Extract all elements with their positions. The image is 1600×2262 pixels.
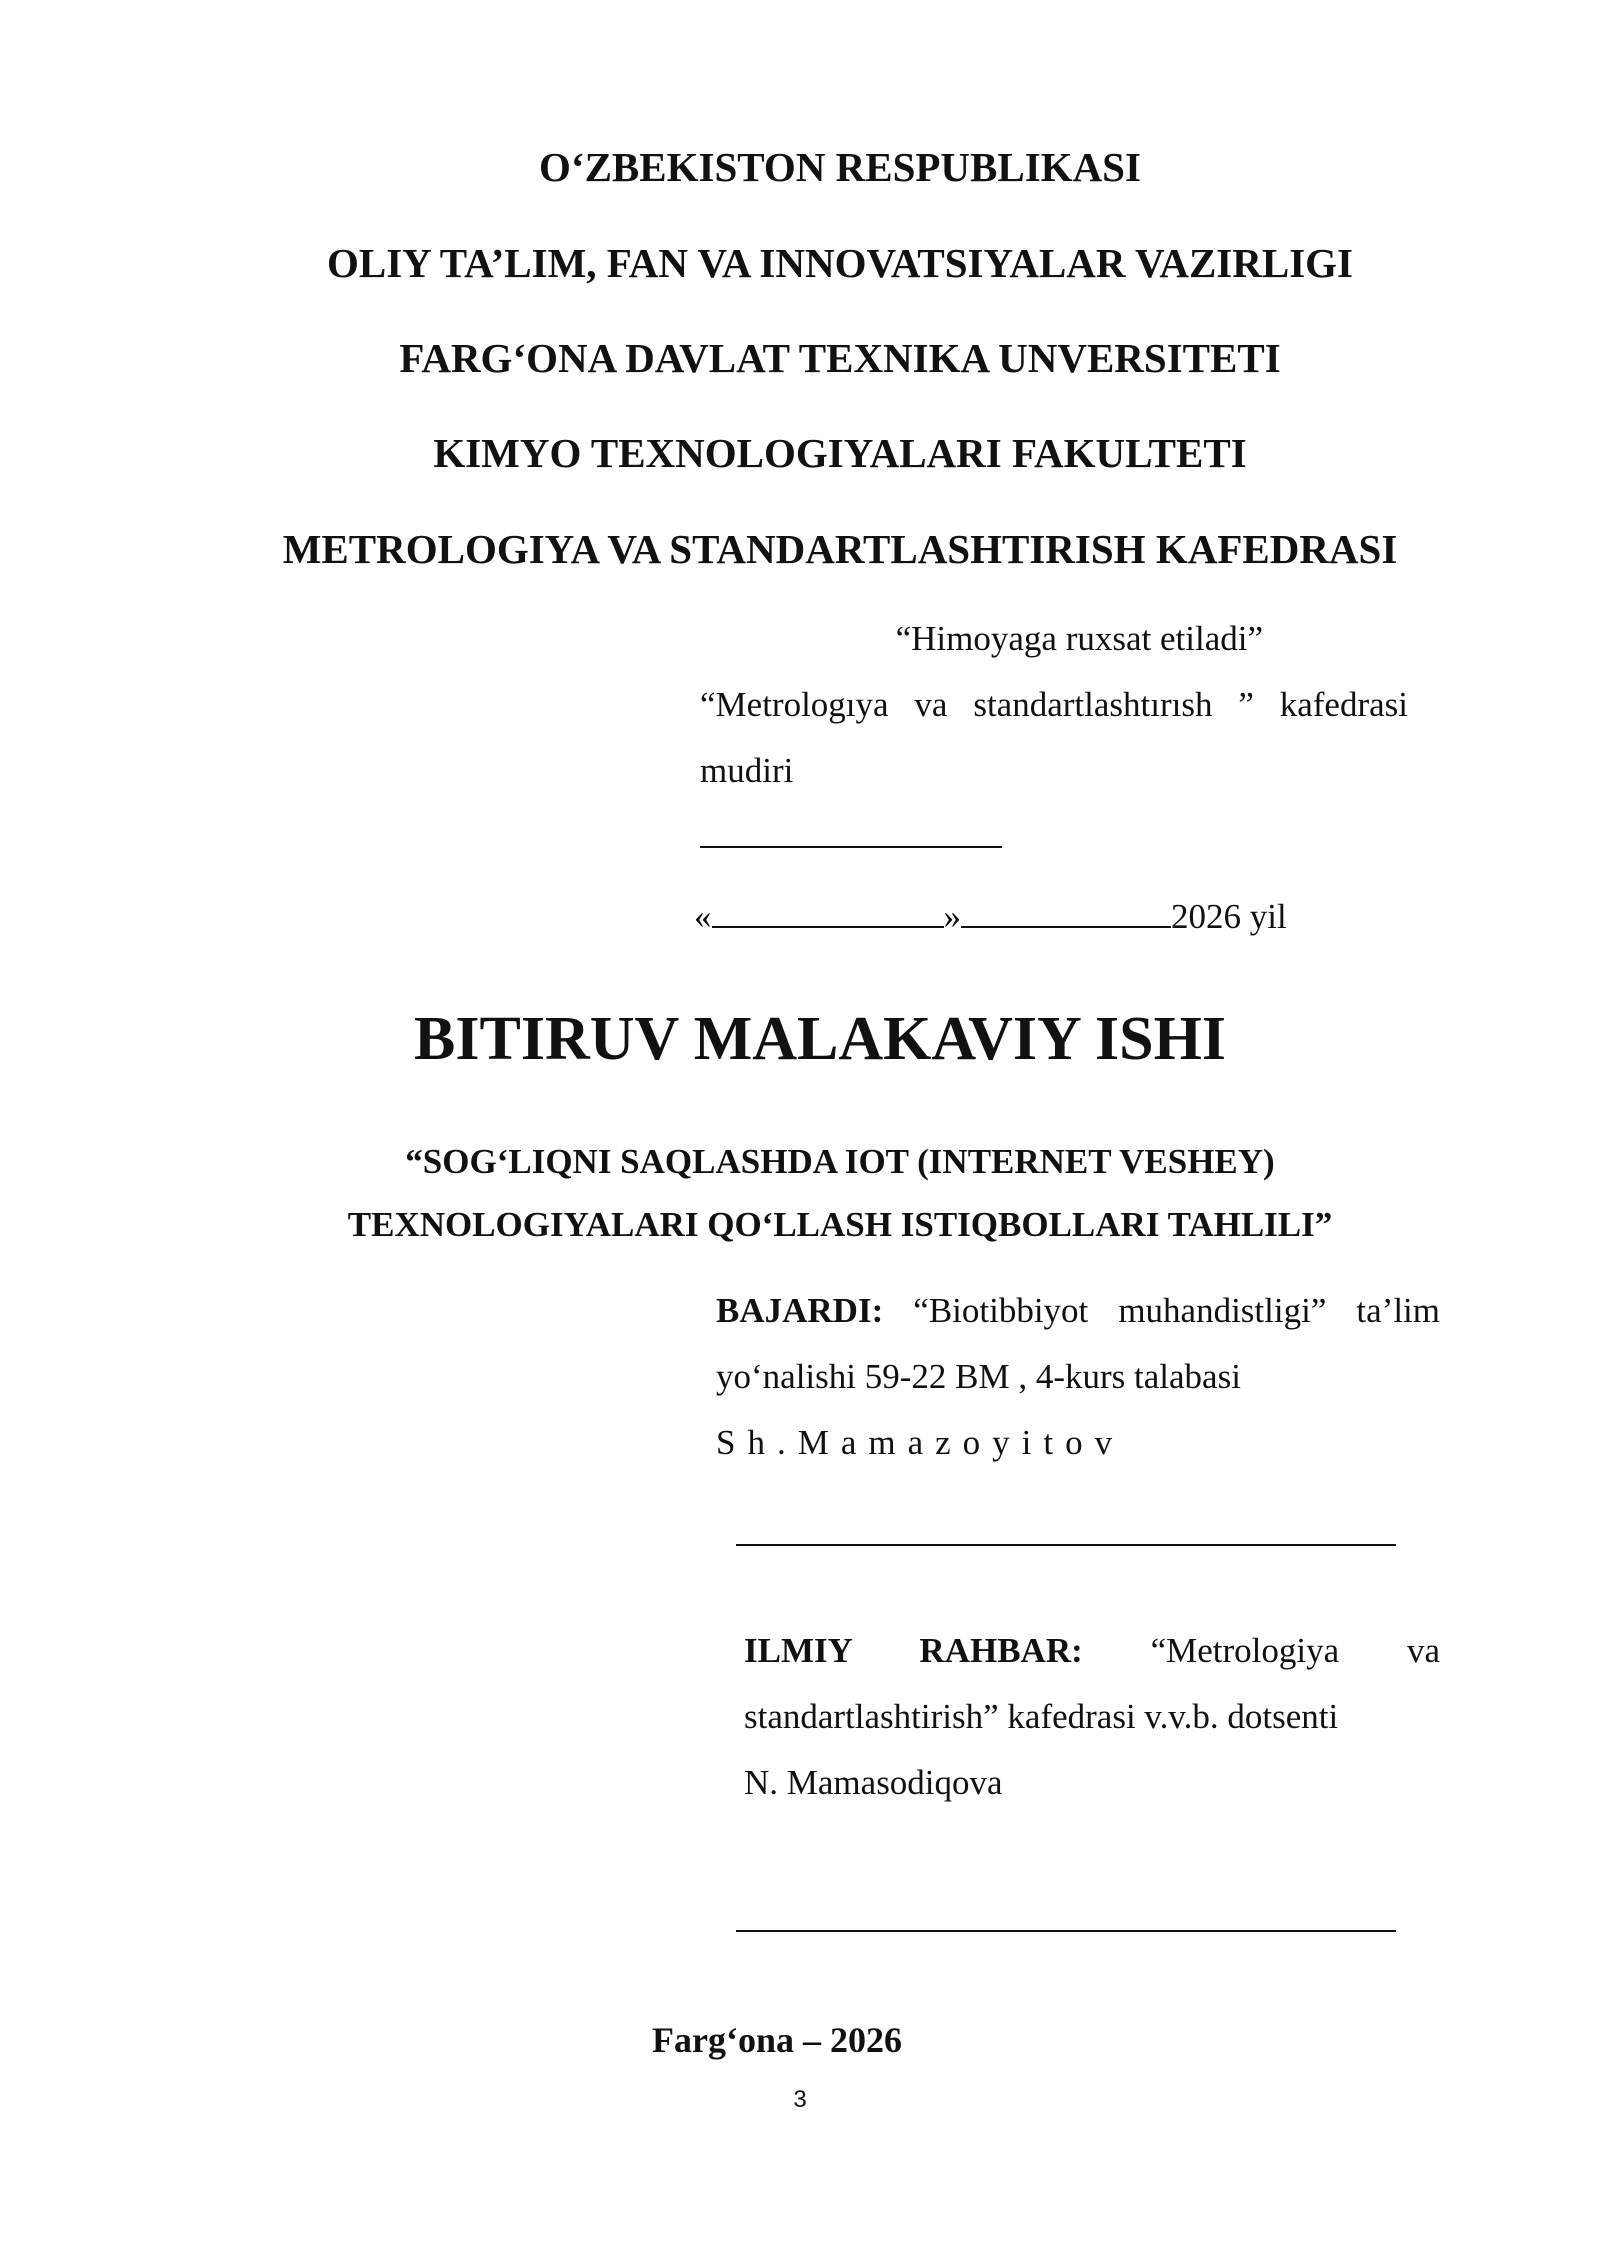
student-description: “Biotibbiyot muhandistligi” ta’lim yo‘nalishi 59-22 BM , 4-kurs talabasi [716, 1291, 1440, 1396]
thesis-topic-line-1: “SOG‘LIQNI SAQLASHDA IOT (INTERNET VESHEY) [405, 1142, 1275, 1181]
supervisor-block [744, 1618, 1440, 1816]
approval-title: “Himoyaga ruxsat etiladi” [895, 619, 1263, 658]
university-heading: FARG‘ONA DAVLAT TEXNIKA UNVERSITETI [399, 335, 1281, 381]
country-heading: O‘ZBEKISTON RESPUBLIKASI [539, 144, 1141, 190]
city-year: Farg‘ona – 2026 [652, 2020, 902, 2060]
supervisor-label: ILMIY RAHBAR: [744, 1631, 1083, 1670]
supervisor-name: N. Mamasodiqova [744, 1763, 1003, 1802]
student-signature-line [736, 1544, 1396, 1546]
day-blank [712, 898, 944, 928]
document-type-title: BITIRUV MALAKAVIY ISHI [414, 1005, 1226, 1073]
student-block [716, 1278, 1440, 1476]
supervisor-description: “Metrologiya va standartlashtirish” kafedrasi v.v.b. dotsenti [744, 1631, 1440, 1736]
page-number: 3 [793, 2086, 807, 2113]
ministry-heading: OLIY TA’LIM, FAN VA INNOVATSIYALAR VAZIRLIGI [326, 240, 1354, 286]
month-blank [961, 898, 1171, 928]
approval-block [700, 606, 1408, 804]
date-open-quote: « [694, 897, 712, 936]
date-close-quote: » [943, 897, 961, 936]
thesis-topic-line-2: TEXNOLOGIYALARI QO‘LLASH ISTIQBOLLARI TAHLILI” [347, 1205, 1333, 1244]
supervisor-signature-line [736, 1930, 1396, 1932]
student-label: BAJARDI: [716, 1291, 884, 1330]
faculty-heading: KIMYO TEXNOLOGIYALARI FAKULTETI [433, 430, 1247, 476]
approval-head-of-department: “Metrologıya va standartlashtırısh ” kafedrasi mudiri [700, 685, 1408, 790]
approval-date-line [694, 898, 1287, 934]
student-name: Sh.Mamazoyitov [716, 1423, 1125, 1462]
head-signature-line [700, 846, 1002, 848]
date-year: 2026 yil [1171, 897, 1287, 936]
department-heading: METROLOGIYA VA STANDARTLASHTIRISH KAFEDRASI [282, 526, 1398, 572]
